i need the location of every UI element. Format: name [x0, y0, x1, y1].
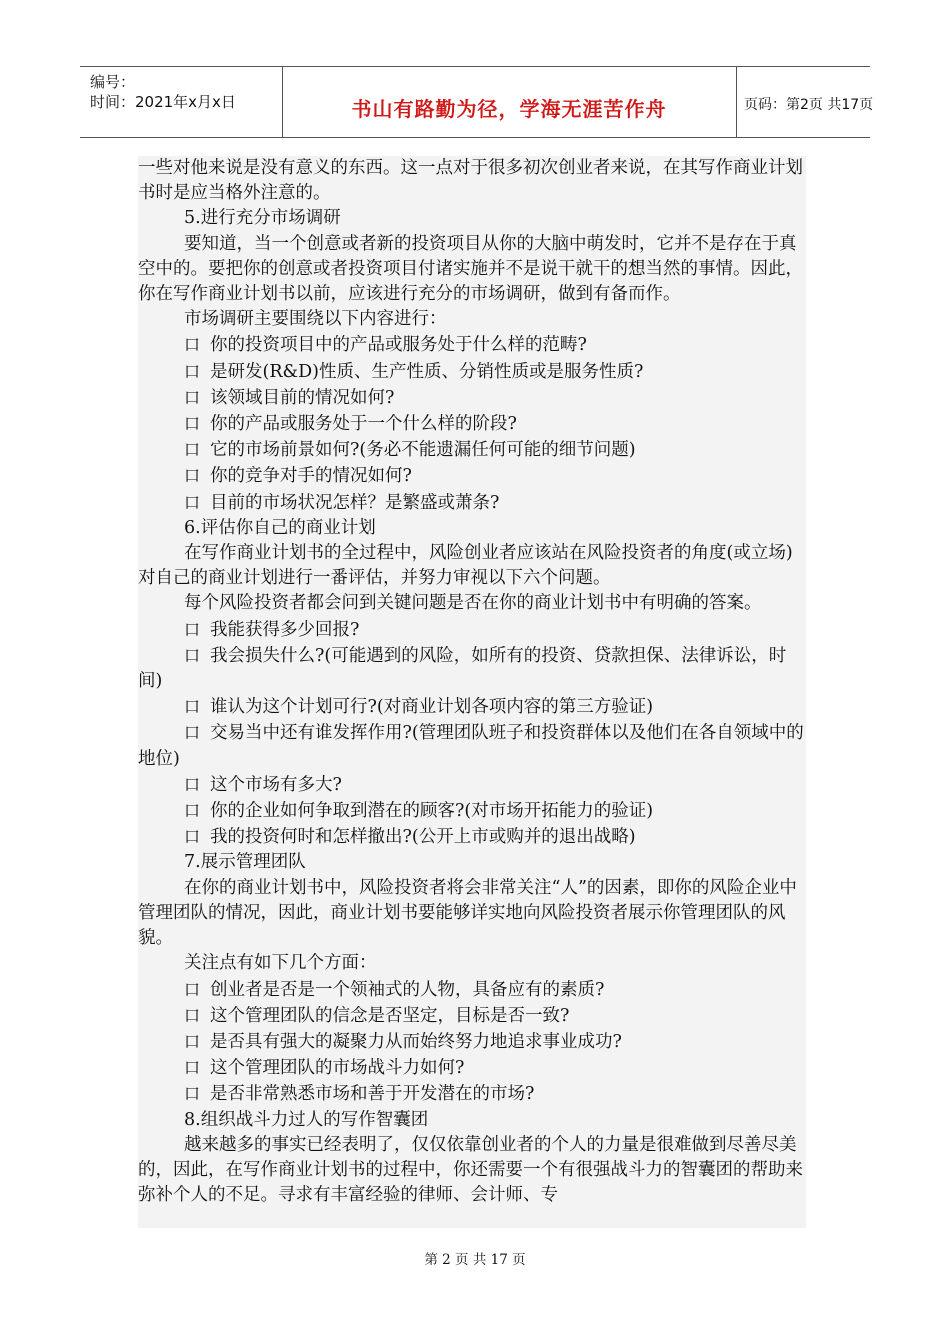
bullet-text: 这个管理团队的市场战斗力如何?: [210, 1058, 465, 1079]
body-paragraph: 一些对他来说是没有意义的东西。这一点对于很多初次创业者来说，在其写作商业计划书时是应当格外注意的。: [138, 158, 803, 204]
checkbox-square-icon: 口: [184, 1084, 201, 1104]
bullet-text: 是否具有强大的凝聚力从而始终努力地追求事业成功?: [210, 1031, 622, 1052]
bullet-text: 目前的市场状况怎样？是繁盛或萧条?: [210, 492, 500, 513]
bullet-item: [138, 385, 806, 411]
bullet-item: [138, 490, 806, 516]
checkbox-square-icon: 口: [184, 414, 201, 434]
checkbox-square-icon: 口: [184, 492, 201, 512]
bullet-text: 你的竞争对手的情况如何?: [210, 466, 412, 487]
checkbox-square-icon: 口: [184, 335, 201, 355]
checkbox-square-icon: 口: [184, 697, 201, 717]
checkbox-square-icon: 口: [184, 466, 201, 486]
checkbox-square-icon: 口: [184, 723, 201, 743]
bullet-text: 该领域目前的情况如何?: [210, 387, 395, 408]
checkbox-square-icon: 口: [184, 645, 201, 665]
body-paragraph: 7.展示管理团队: [184, 852, 306, 873]
checkbox-square-icon: 口: [184, 1058, 201, 1078]
bullet-item: [138, 463, 806, 489]
bullet-item: [138, 643, 806, 694]
body-paragraph: 每个风险投资者都会问到关键问题是否在你的商业计划书中有明确的答案。: [184, 593, 762, 614]
bullet-item: [138, 824, 806, 850]
header-motto-cell: [282, 67, 737, 137]
bullet-item: [138, 1029, 806, 1055]
bullet-item: [138, 411, 806, 437]
document-number-label: 编号：: [90, 73, 136, 91]
body-paragraph: 在写作商业计划书的全过程中，风险创业者应该站在风险投资者的角度(或立场)对自己的商业计划进行一番评估，并努力审视以下六个问题。: [138, 543, 793, 589]
bullet-item: [138, 332, 806, 358]
bullet-text: 交易当中还有谁发挥作用?(管理团队班子和投资群体以及他们在各自领域中的地位): [138, 723, 804, 769]
bullet-item: [138, 437, 806, 463]
body-paragraph: 市场调研主要围绕以下内容进行：: [184, 309, 447, 330]
body-paragraph: 关注点有如下几个方面：: [184, 953, 377, 974]
body-paragraph: 8.组织战斗力过人的写作智囊团: [184, 1109, 429, 1130]
bullet-text: 是研发(R&D)性质、生产性质、分销性质或是服务性质?: [210, 361, 644, 382]
body-paragraph: 5.进行充分市场调研: [184, 208, 341, 229]
bullet-item: [138, 798, 806, 824]
checkbox-square-icon: 口: [184, 1005, 201, 1025]
bullet-text: 是否非常熟悉市场和善于开发潜在的市场?: [210, 1084, 535, 1105]
page-header: [80, 66, 874, 138]
bullet-text: 它的市场前景如何?(务必不能遗漏任何可能的细节问题): [210, 440, 636, 461]
bullet-text: 这个市场有多大?: [210, 774, 342, 795]
bullet-text: 你的投资项目中的产品或服务处于什么样的范畴?: [210, 335, 587, 356]
bullet-item: [138, 1081, 806, 1107]
checkbox-square-icon: 口: [184, 827, 201, 847]
bullet-item: [138, 359, 806, 385]
page-footer: 第 2 页 共 17 页: [424, 1252, 526, 1268]
checkbox-square-icon: 口: [184, 1031, 201, 1051]
bullet-text: 创业者是否是一个领袖式的人物，具备应有的素质?: [210, 979, 605, 1000]
document-date-label: 时间：2021年x月x日: [90, 93, 236, 111]
checkbox-square-icon: 口: [184, 979, 201, 999]
header-motto: 书山有路勤为径，学海无涯苦作舟: [351, 97, 667, 121]
checkbox-square-icon: 口: [184, 440, 201, 460]
header-page-number: 页码：第2页 共17页: [744, 97, 874, 113]
body-paragraph: 要知道，当一个创意或者新的投资项目从你的大脑中萌发时，它并不是存在于真空中的。要把你的创意或者投资项目付诸实施并不是说干就干的想当然的事情。因此，你在写作商业计划书以前，应该进行充分的市场调研，做到有备而作。: [138, 233, 803, 305]
bullet-text: 谁认为这个计划可行?(对商业计划各项内容的第三方验证): [210, 697, 654, 718]
bullet-item: [138, 1003, 806, 1029]
checkbox-square-icon: 口: [184, 387, 201, 407]
bullet-item: [138, 772, 806, 798]
bullet-item: [138, 1055, 806, 1081]
checkbox-square-icon: 口: [184, 361, 201, 381]
header-page-cell: [736, 67, 874, 137]
document-body: [138, 156, 806, 1228]
checkbox-square-icon: 口: [184, 801, 201, 821]
bullet-item: [138, 720, 806, 771]
bullet-text: 这个管理团队的信念是否坚定，目标是否一致?: [210, 1005, 570, 1026]
bullet-text: 我的投资何时和怎样撤出?(公开上市或购并的退出战略): [210, 827, 636, 848]
body-paragraph: 在你的商业计划书中，风险投资者将会非常关注“人”的因素，即你的风险企业中管理团队的情况，因此，商业计划书要能够详实地向风险投资者展示你管理团队的风貌。: [138, 877, 797, 949]
bullet-item: [138, 617, 806, 643]
body-paragraph: 越来越多的事实已经表明了，仅仅依靠创业者的个人的力量是很难做到尽善尽美的，因此，在写作商业计划书的过程中，你还需要一个有很强战斗力的智囊团的帮助来弥补个人的不足。寻求有丰富经验的律师、会计师、专: [138, 1134, 803, 1206]
bullet-text: 你的产品或服务处于一个什么样的阶段?: [210, 414, 517, 435]
bullet-text: 我能获得多少回报?: [210, 619, 360, 640]
bullet-item: [138, 977, 806, 1003]
bullet-text: 你的企业如何争取到潜在的顾客?(对市场开拓能力的验证): [210, 801, 654, 822]
body-paragraph: 6.评估你自己的商业计划: [184, 517, 376, 538]
checkbox-square-icon: 口: [184, 619, 201, 639]
bullet-text: 我会损失什么?(可能遇到的风险，如所有的投资、贷款担保、法律诉讼，时间): [138, 645, 787, 692]
bullet-item: [138, 694, 806, 720]
header-meta-cell: [80, 67, 283, 137]
checkbox-square-icon: 口: [184, 774, 201, 794]
